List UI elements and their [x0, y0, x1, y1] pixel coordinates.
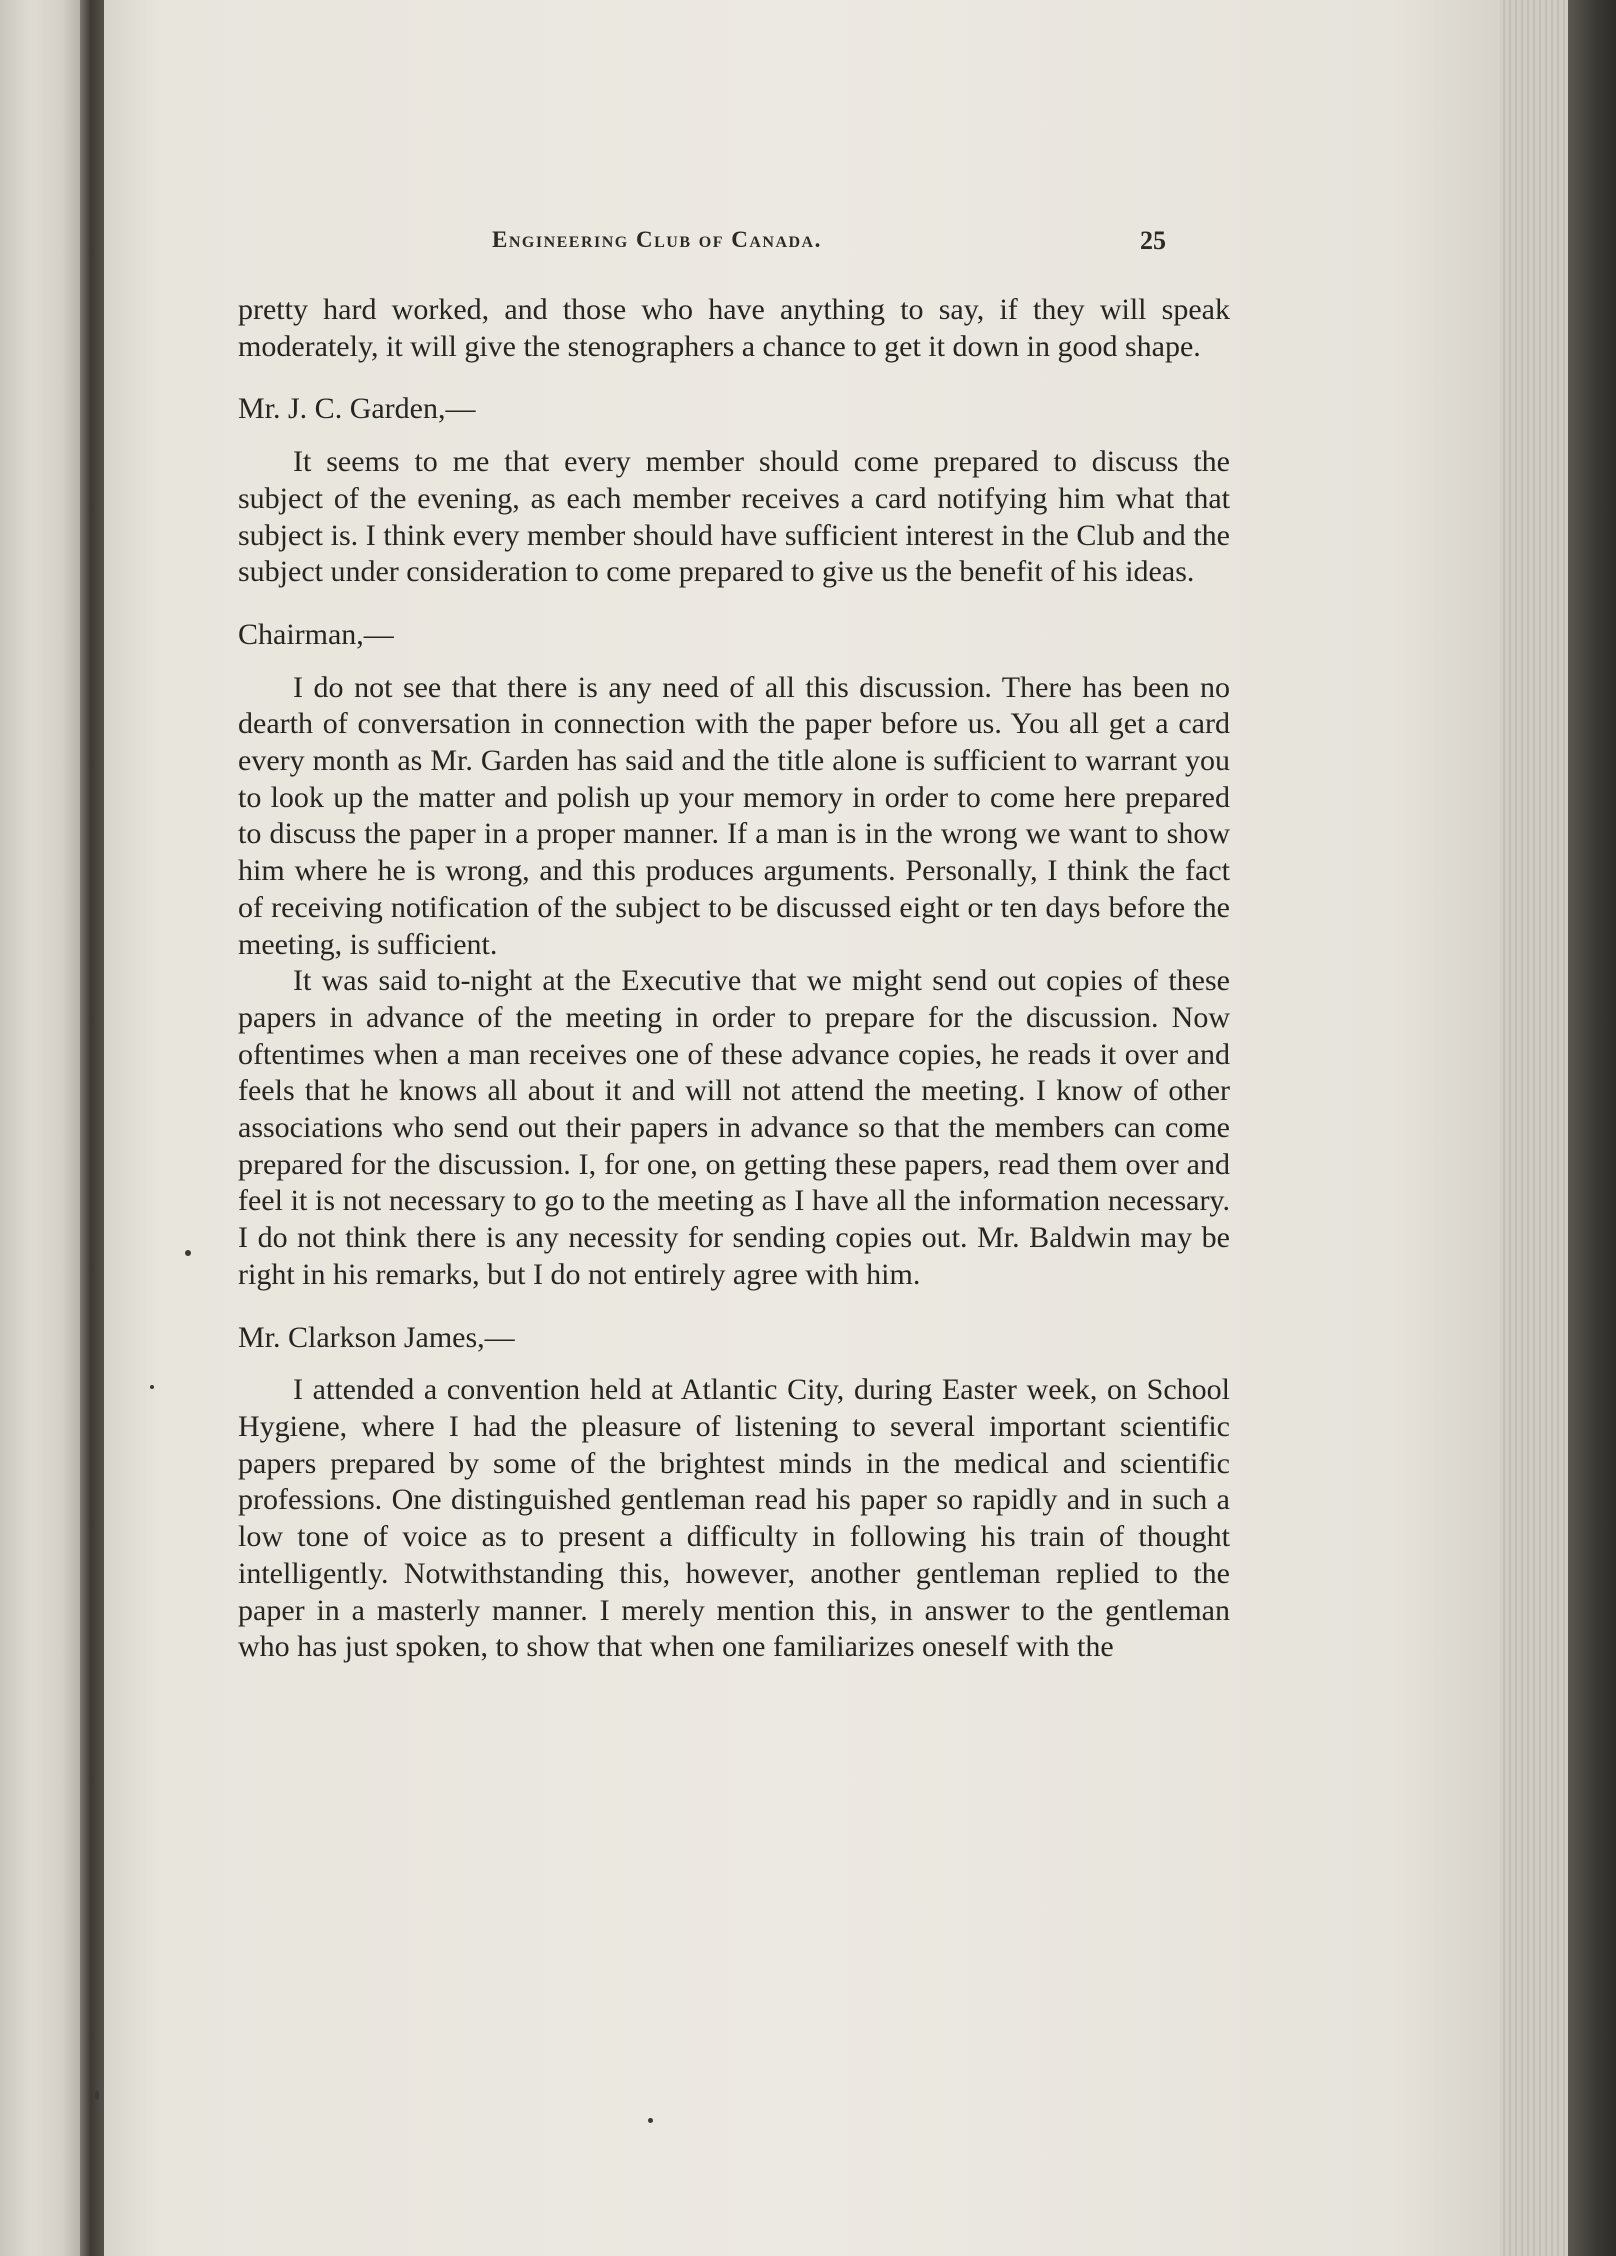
book-cover-edge: [1568, 0, 1616, 2256]
paragraph: It was said to-night at the Executive that we might send out copies of these papers in advance of the meeting in order to prepare for the discussion. Now oftentimes when a man receives one of these advance copies, he reads it over and feels that he knows all about it and will not attend the meeting. I know of other associations who send out their papers in advance so that the members can come prepared for the discussion. I, for one, on getting these papers, read them over and feel it is not necessary to go to the meeting as I have all the information necessary. I do not think there is any necessity for sending copies out. Mr. Baldwin may be right in his remarks, but I do not entirely agree with him.: [238, 964, 1230, 1291]
running-head: Engineering Club of Canada.: [492, 227, 822, 252]
paragraph: I do not see that there is any need of all this discussion. There has been no dearth of conversation in connection with the paper before us. You all get a card every month as Mr. Garden has said and the title alone is sufficient to warrant you to look up the matter and polish up your memory in order to come here prepared to discuss the paper in a proper manner. If a man is in the wrong we want to show him where he is wrong, and this produces arguments. Personally, I think the fact of receiving notification of the subject to be discussed eight or ten days before the meeting, is sufficient.: [238, 670, 1230, 961]
ink-speck: [648, 2118, 653, 2123]
ink-speck: [150, 1385, 154, 1389]
page-stack-edge: [1500, 0, 1570, 2256]
body-text: [238, 292, 1230, 1666]
ink-speck: [185, 1250, 191, 1256]
book-gutter: [80, 0, 104, 2256]
speaker-heading: Mr. J. C. Garden,—: [238, 392, 476, 426]
speaker-heading: Mr. Clarkson James,—: [238, 1320, 515, 1354]
facing-page-edge: [0, 0, 88, 2256]
page-number: 25: [1140, 226, 1166, 255]
paragraph: pretty hard worked, and those who have anything to say, if they will speak moderately, it will give the stenographers a chance to get it down in good shape.: [238, 293, 1230, 363]
paragraph: It seems to me that every member should come prepared to discuss the subject of the evening, as each member receives a card notifying him what that subject is. I think every member should have sufficient interest in the Club and the subject under consideration to come prepared to give us the benefit of his ideas.: [238, 445, 1230, 589]
ink-speck: [95, 2090, 99, 2100]
speaker-heading: Chairman,—: [238, 617, 394, 651]
paragraph: I attended a convention held at Atlantic City, during Easter week, on School Hygiene, where I had the pleasure of listening to several important scientific papers prepared by some of the brightest minds in the medical and scientific professions. One distinguished gentleman read his paper so rapidly and in such a low tone of voice as to present a difficulty in following his train of thought intelligently. Notwithstanding this, however, another gentleman replied to the paper in a masterly manner. I merely mention this, in answer to the gentleman who has just spoken, to show that when one familiarizes oneself with the: [238, 1373, 1230, 1664]
